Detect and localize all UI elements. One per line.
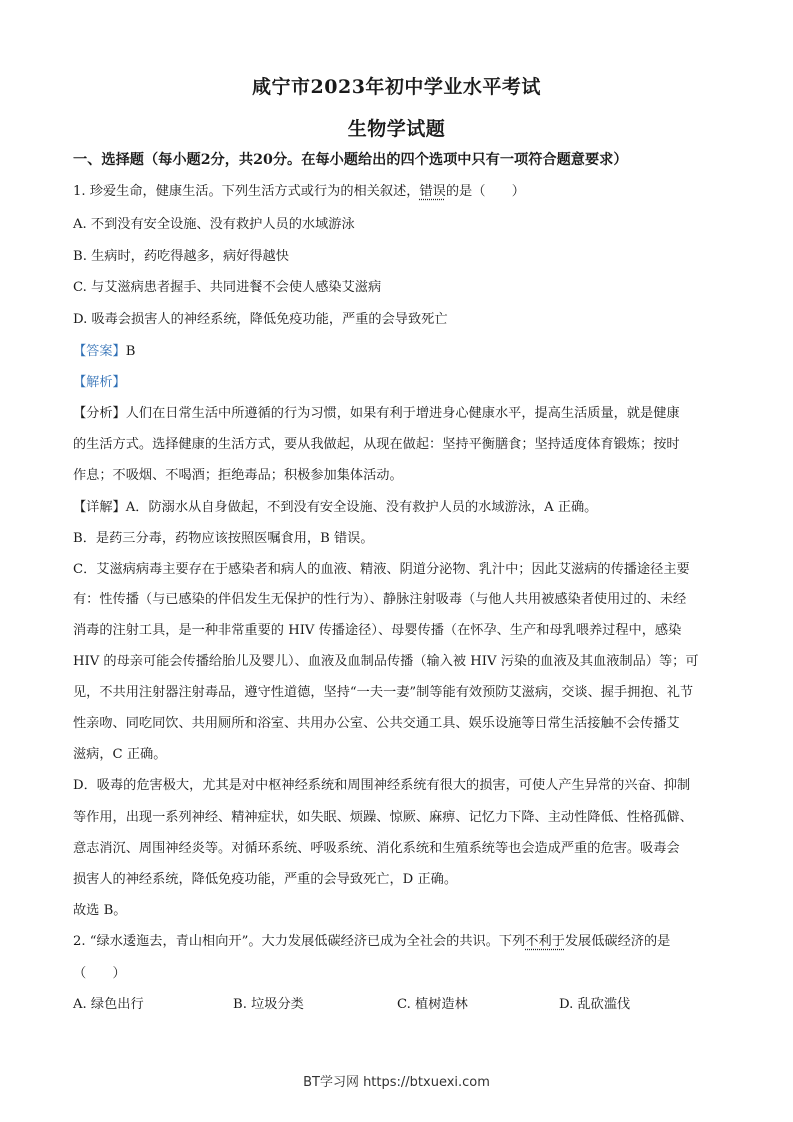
q1-stem-emphasis: 错误 — [419, 184, 446, 199]
analysis-line: 的生活方式。选择健康的生活方式，要从我做起，从现在做起：坚持平衡膳食；坚持适度体育锻炼；按时 — [73, 437, 680, 452]
q2-stem — [73, 930, 670, 949]
exam-title: 咸宁市2023年初中学业水平考试 — [252, 76, 541, 98]
analysis-line: D．吸毒的危害极大，尤其是对中枢神经系统和周围神经系统有很大的损害，可使人产生异常的兴奋、抑制 — [73, 778, 691, 793]
analysis-line: 性亲吻、同吃同饮、共用厕所和浴室、共用办公室、公共交通工具、娱乐设施等日常生活接触不会传播艾 — [73, 716, 680, 731]
section-heading: 一、选择题（每小题2分，共20分。在每小题给出的四个选项中只有一项符合题意要求） — [73, 152, 628, 168]
q2-option-a: A. 绿色出行 — [73, 997, 144, 1012]
q2-stem-part-b: 发展低碳经济的是 — [564, 934, 671, 949]
q1-option-c: C. 与艾滋病患者握手、共同进餐不会使人感染艾滋病 — [73, 280, 382, 295]
analysis-line: 有：性传播（与已感染的伴侣发生无保护的性行为）、静脉注射吸毒（与他人共用被感染者使用过的、未经 — [73, 592, 687, 607]
q2-option-d: D. 乱砍滥伐 — [559, 997, 631, 1012]
q1-stem-part-b: 的是（ ） — [445, 184, 525, 199]
analysis-line: 损害人的神经系统，降低免疫功能，严重的会导致死亡，D 正确。 — [73, 872, 458, 887]
q2-stem-bracket: （ ） — [73, 966, 126, 981]
q2-option-c: C. 植树造林 — [397, 997, 468, 1012]
q1-option-b: B. 生病时，药吃得越多，病好得越快 — [73, 249, 289, 264]
analysis-line: C．艾滋病病毒主要存在于感染者和病人的血液、精液、阴道分泌物、乳汁中；因此艾滋病的传播途径主要 — [73, 562, 690, 577]
analysis-line: 作息；不吸烟、不喝酒；拒绝毒品；积极参加集体活动。 — [73, 468, 403, 483]
exam-subtitle: 生物学试题 — [347, 118, 446, 140]
q2-stem-emphasis: 不利于 — [525, 934, 565, 949]
q1-stem-part-a: 1. 珍爱生命，健康生活。下列生活方式或行为的相关叙述， — [73, 184, 420, 199]
answer-value: B — [125, 344, 136, 359]
footer-watermark: BT学习网 https://btxuexi.com — [303, 1075, 490, 1090]
q1-option-d: D. 吸毒会损害人的神经系统，降低免疫功能，严重的会导致死亡 — [73, 312, 448, 327]
analysis-line: 【详解】A．防溺水从自身做起，不到没有安全设施、没有救护人员的水域游泳，A 正确。 — [73, 500, 598, 515]
analysis-line: 故选 B。 — [73, 903, 127, 918]
analysis-line: B．是药三分毒，药物应该按照医嘱食用，B 错误。 — [73, 531, 374, 546]
analysis-line: 滋病，C 正确。 — [73, 747, 167, 762]
q2-stem-part-a: 2. “绿水逶迤去，青山相向开”。大力发展低碳经济已成为全社会的共识。下列 — [73, 934, 526, 949]
analysis-line: 等作用，出现一系列神经、精神症状，如失眠、烦躁、惊厥、麻痹、记忆力下降、主动性降低、性格孤僻、 — [73, 810, 693, 825]
q1-answer — [73, 340, 135, 359]
q1-stem — [73, 180, 525, 199]
answer-tag: 【答案】 — [73, 344, 126, 359]
q2-option-b: B. 垃圾分类 — [233, 997, 304, 1012]
analysis-tag: 【解析】 — [73, 375, 126, 390]
analysis-line: 意志消沉、周围神经炎等。对循环系统、呼吸系统、消化系统和生殖系统等也会造成严重的危害。吸毒会 — [73, 841, 680, 856]
analysis-line: HIV 的母亲可能会传播给胎儿及婴儿）、血液及血制品传播（输入被 HIV 污染的血液及其血液制品）等；可 — [73, 654, 699, 669]
analysis-line: 【分析】人们在日常生活中所遵循的行为习惯，如果有利于增进身心健康水平，提高生活质量，就是健康 — [73, 406, 680, 421]
q2-options — [73, 993, 723, 1013]
q1-option-a: A. 不到没有安全设施、没有救护人员的水域游泳 — [73, 217, 355, 232]
analysis-line: 消毒的注射工具，是一种非常重要的 HIV 传播途径）、母婴传播（在怀孕、生产和母乳喂养过程中，感染 — [73, 623, 682, 638]
analysis-line: 见，不共用注射器注射毒品，遵守性道德，坚持“一夫一妻”制等能有效预防艾滋病，交谈、握手拥抱、礼节 — [73, 685, 694, 700]
